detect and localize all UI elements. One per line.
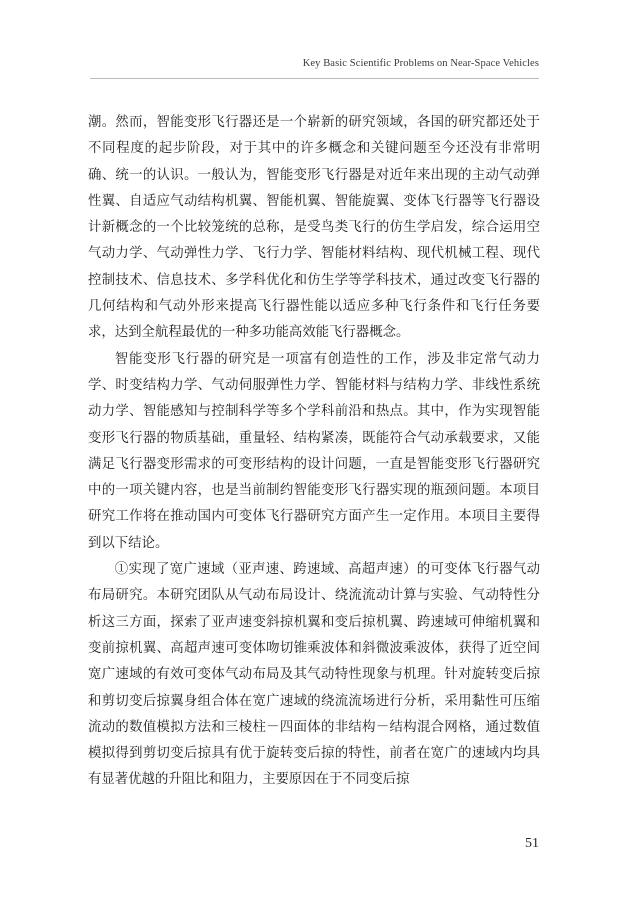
running-header: Key Basic Scientific Problems on Near-Space Vehicles xyxy=(302,58,539,69)
body-text xyxy=(88,110,540,794)
paragraph: 智能变形飞行器的研究是一项富有创造性的工作，涉及非定常气动力学、时变结构力学、气动伺服弹性力学、智能材料与结构力学、非线性系统动力学、智能感知与控制科学等多个学科前沿和热点。其中，作为实现智能变形飞行器的物质基础，重量轻、结构紧凑，既能符合气动承载要求，又能满足飞行器变形需求的可变形结构的设计问题，一直是智能变形飞行器研究中的一项关键内容，也是当前制约智能变形飞行器实现的瓶颈问题。本项目研究工作将在推动国内可变体飞行器研究方面产生一定作用。本项目主要得到以下结论。 xyxy=(88,351,540,551)
paragraph-continuation: 潮。然而，智能变形飞行器还是一个崭新的研究领域，各国的研究都还处于不同程度的起步阶段，对于其中的许多概念和关键问题至今还没有非常明确、统一的认识。一般认为，智能变形飞行器是对近年来出现的主动气动弹性翼、自适应气动结构机翼、智能机翼、智能旋翼、变体飞行器等飞行器设计新概念的一个比较笼统的总称，是受鸟类飞行的仿生学启发，综合运用空气动力学、气动弹性力学、飞行力学、智能材料结构、现代机械工程、现代控制技术、信息技术、多学科优化和仿生学等学科技术，通过改变飞行器的几何结构和气动外形来提高飞行器性能以适应多种飞行条件和飞行任务要求，达到全航程最优的一种多功能高效能飞行器概念。 xyxy=(88,115,540,341)
paragraph: ①实现了宽广速域（亚声速、跨速域、高超声速）的可变体飞行器气动布局研究。本研究团队从气动布局设计、绕流流动计算与实验、气动特性分析这三方面，探索了亚声速变斜掠机翼和变后掠机翼、跨速域可伸缩机翼和变前掠机翼、高超声速可变体吻切锥乘波体和斜微波乘波体，获得了近空间宽广速域的有效可变体气动布局及其气动特性现象与机理。针对旋转变后掠和剪切变后掠翼身组合体在宽广速域的绕流流场进行分析，采用黏性可压缩流动的数值模拟方法和三棱柱－四面体的非结构－结构混合网格，通过数值模拟得到剪切变后掠具有优于旋转变后掠的特性，前者在宽广的速域内均具有显著优越的升阻比和阻力，主要原因在于不同变后掠 xyxy=(88,562,540,788)
header-rule xyxy=(90,78,539,79)
page-number: 51 xyxy=(525,836,539,851)
